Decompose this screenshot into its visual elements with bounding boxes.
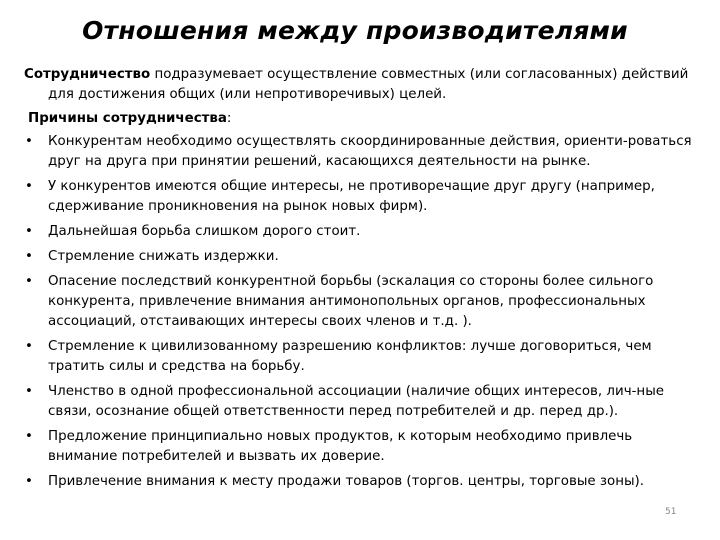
page-number: 51 [665, 507, 677, 517]
bullet-icon: • [25, 474, 33, 489]
slide-content [24, 65, 700, 497]
reason-text: Стремление к цивилизованному разрешению конфликтов: лучше договориться, чем тратить силы и средства на борьбу. [48, 339, 652, 374]
bullet-icon: • [25, 429, 33, 444]
bullet-icon: • [25, 224, 33, 239]
reason-text: Предложение принципиально новых продуктов, к которым необходимо привлечь внимание потребителей и вызвать их доверие. [48, 429, 633, 464]
reason-item [24, 222, 700, 242]
reason-item [24, 427, 700, 467]
slide-title: Отношения между производителями [82, 16, 628, 45]
reason-item [24, 472, 700, 492]
reason-item [24, 177, 700, 217]
reason-item [24, 132, 700, 172]
intro-text: подразумевает осуществление совместных (или согласованных) действий для достижения общих (или непротиворечивых) целей. [48, 67, 689, 102]
reason-text: Дальнейшая борьба слишком дорого стоит. [48, 224, 361, 239]
reason-text: Опасение последствий конкурентной борьбы (эскалация со стороны более сильного конкурента, привлечение внимания антимонопольных органов, профессиональных ассоциаций, отстаивающих интересы своих членов и т.д. ). [48, 274, 654, 329]
reason-text: Конкурентам необходимо осуществлять скоординированные действия, ориенти-роваться друг на друга при принятии решений, касающихся деятельности на рынке. [48, 134, 692, 169]
bullet-icon: • [25, 134, 33, 149]
intro-term: Сотрудничество [24, 67, 151, 82]
bullet-icon: • [25, 274, 33, 289]
bullet-icon: • [25, 249, 33, 264]
reason-item [24, 337, 700, 377]
reasons-heading-suffix: : [226, 111, 232, 126]
bullet-icon: • [25, 384, 33, 399]
reason-item [24, 272, 700, 332]
reasons-heading-term: Причины сотрудничества [28, 111, 227, 126]
reason-text: У конкурентов имеются общие интересы, не противоречащие друг другу (например, сдерживание проникновения на рынок новых фирм). [48, 179, 655, 214]
reason-text: Членство в одной профессиональной ассоциации (наличие общих интересов, лич-ные связи, осознание общей ответственности перед потребителей и др. перед др.). [48, 384, 665, 419]
reasons-list [24, 132, 700, 492]
reason-item [24, 382, 700, 422]
bullet-icon: • [25, 179, 33, 194]
reason-text: Стремление снижать издержки. [48, 249, 279, 264]
reason-item [24, 247, 700, 267]
reason-text: Привлечение внимания к месту продажи товаров (торгов. центры, торговые зоны). [48, 474, 645, 489]
reasons-heading [28, 109, 700, 129]
bullet-icon: • [25, 339, 33, 354]
intro-paragraph [24, 65, 700, 105]
